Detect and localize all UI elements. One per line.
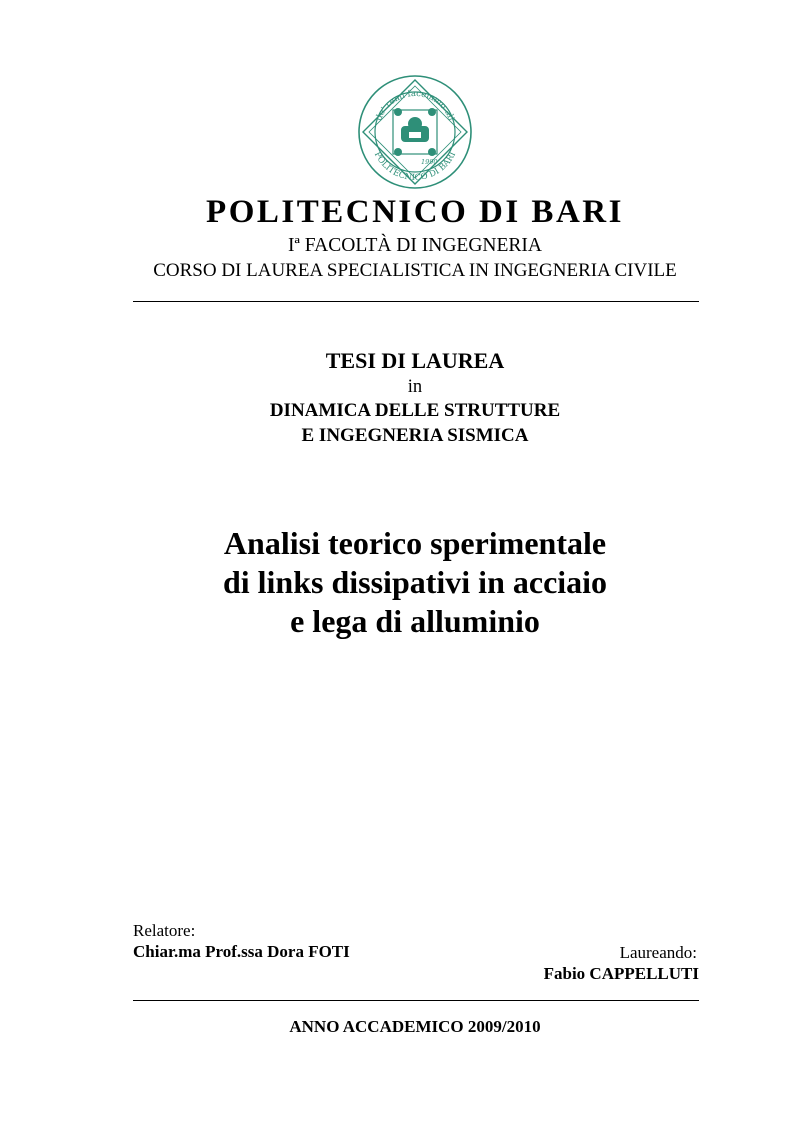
seal-motto-text: de' remi facemmo ali [374, 88, 456, 123]
header-divider [133, 301, 699, 302]
faculty-name: Iª FACOLTÀ DI INGEGNERIA [288, 235, 542, 256]
supervisor-name: Chiar.ma Prof.ssa Dora FOTI [133, 942, 350, 961]
candidate-label: Laureando: [619, 943, 697, 962]
thesis-title [0, 524, 794, 641]
university-seal-logo [357, 74, 473, 190]
thesis-title-line2: di links dissipativi in acciaio [222, 564, 608, 600]
university-name: POLITECNICO DI BARI [206, 194, 624, 230]
course-name: CORSO DI LAUREA SPECIALISTICA IN INGEGNERIA CIVILE [153, 260, 677, 281]
candidate-name: Fabio CAPPELLUTI [543, 964, 699, 983]
thesis-title-line1: Analisi teorico sperimentale [223, 525, 607, 561]
footer-divider [133, 1000, 699, 1001]
thesis-title-line3: e lega di alluminio [290, 603, 540, 639]
thesis-subject-line1: DINAMICA DELLE STRUTTURE [269, 400, 561, 421]
seal-year-text: 1990 [421, 158, 438, 166]
supervisor-label: Relatore: [133, 921, 196, 940]
thesis-type: TESI DI LAUREA [325, 348, 505, 373]
thesis-in: in [407, 377, 423, 397]
seal-name-text: POLITECNICO DI BARI [371, 150, 459, 184]
thesis-subject-line2: E INGEGNERIA SISMICA [301, 425, 529, 446]
academic-year: ANNO ACCADEMICO 2009/2010 [289, 1017, 541, 1036]
